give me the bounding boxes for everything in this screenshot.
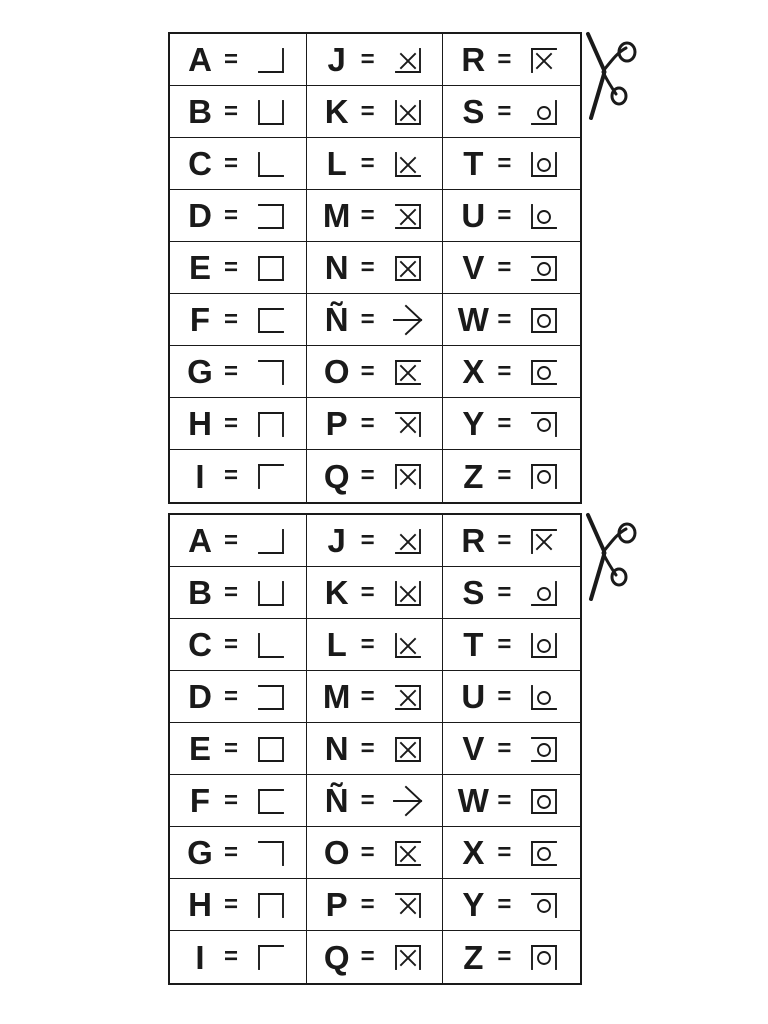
equals-sign: = <box>497 305 512 333</box>
cipher-cell <box>307 34 444 86</box>
cipher-cell <box>443 775 580 827</box>
pen-x-frame-bottom-right-open-icon <box>527 524 561 558</box>
pen-frame-left-open-icon <box>254 680 288 714</box>
pen-circle-frame-top-right-open-icon <box>527 199 561 233</box>
pen-frame-top-open-icon <box>254 576 288 610</box>
pen-x-frame-top-left-open-icon <box>391 524 425 558</box>
cipher-letter: E <box>188 730 211 767</box>
pen-circle-frame-bottom-left-open-icon <box>527 407 561 441</box>
equals-sign: = <box>497 357 512 385</box>
equals-sign: = <box>223 97 238 125</box>
cipher-letter: O <box>323 353 350 390</box>
equals-sign: = <box>360 149 375 177</box>
cipher-letter: B <box>188 93 212 130</box>
cipher-cell <box>170 671 307 723</box>
scissors-icon <box>582 30 640 122</box>
cipher-letter: F <box>189 782 211 819</box>
pen-frame-right-open-icon <box>254 303 288 337</box>
cipher-letter: B <box>188 574 212 611</box>
pen-arrow-right-icon <box>391 784 425 818</box>
pen-frame-bottom-right-open-icon <box>254 940 288 974</box>
cipher-letter: L <box>326 145 347 182</box>
equals-sign: = <box>497 630 512 658</box>
pen-frame-bottom-left-open-icon <box>254 836 288 870</box>
cipher-letter: J <box>327 522 346 559</box>
pen-circle-frame-bottom-left-open-icon <box>527 888 561 922</box>
pen-frame-top-left-open-icon <box>254 43 288 77</box>
cipher-cell <box>443 567 580 619</box>
cipher-cell <box>307 346 444 398</box>
cipher-cell <box>307 619 444 671</box>
equals-sign: = <box>223 45 238 73</box>
cipher-cell <box>443 138 580 190</box>
equals-sign: = <box>497 943 512 970</box>
equals-sign: = <box>223 357 238 385</box>
pen-x-frame-right-open-icon <box>391 836 425 870</box>
cipher-cell <box>170 86 307 138</box>
cipher-letter: P <box>325 886 348 923</box>
cipher-letter: V <box>462 730 485 767</box>
cipher-cell <box>307 671 444 723</box>
cipher-cell <box>443 723 580 775</box>
equals-sign: = <box>360 253 375 281</box>
cipher-cell <box>170 775 307 827</box>
equals-sign: = <box>223 201 238 229</box>
cipher-table-top <box>168 32 582 504</box>
cipher-letter: I <box>195 457 205 495</box>
pen-frame-closed-icon <box>254 251 288 285</box>
pen-x-frame-top-right-open-icon <box>391 628 425 662</box>
cipher-letter: C <box>188 626 212 663</box>
cipher-cell <box>170 190 307 242</box>
equals-sign: = <box>223 253 238 281</box>
pen-x-frame-bottom-open-icon <box>391 940 425 974</box>
equals-sign: = <box>497 786 512 814</box>
pen-x-frame-closed-icon <box>391 732 425 766</box>
pen-circle-frame-bottom-open-icon <box>527 459 561 493</box>
equals-sign: = <box>360 838 375 866</box>
cipher-letter: Ñ <box>324 301 349 338</box>
equals-sign: = <box>497 578 512 606</box>
pen-frame-top-open-icon <box>254 95 288 129</box>
equals-sign: = <box>223 838 238 866</box>
equals-sign: = <box>360 45 375 73</box>
cipher-letter: Y <box>462 405 485 442</box>
equals-sign: = <box>360 357 375 385</box>
equals-sign: = <box>497 838 512 866</box>
cipher-letter: W <box>457 782 489 819</box>
pen-x-frame-top-open-icon <box>391 95 425 129</box>
equals-sign: = <box>497 97 512 125</box>
pen-circle-frame-top-open-icon <box>527 147 561 181</box>
equals-sign: = <box>223 409 238 437</box>
cipher-cell <box>170 34 307 86</box>
cipher-letter: M <box>322 678 351 715</box>
cipher-letter: T <box>463 145 484 182</box>
pen-circle-frame-top-right-open-icon <box>527 680 561 714</box>
cipher-letter: R <box>461 41 486 78</box>
cipher-letter: K <box>324 574 349 611</box>
equals-sign: = <box>360 462 375 489</box>
equals-sign: = <box>360 630 375 658</box>
equals-sign: = <box>223 305 238 333</box>
cipher-cell <box>170 931 307 983</box>
cipher-cell <box>307 775 444 827</box>
equals-sign: = <box>223 578 238 606</box>
cipher-cell <box>443 827 580 879</box>
cipher-cell <box>307 138 444 190</box>
equals-sign: = <box>360 890 375 918</box>
cipher-cell <box>443 346 580 398</box>
pen-circle-frame-right-open-icon <box>527 836 561 870</box>
equals-sign: = <box>497 45 512 73</box>
cipher-letter: N <box>324 249 349 286</box>
pen-frame-closed-icon <box>254 732 288 766</box>
cipher-letter: Y <box>462 886 485 923</box>
pen-frame-top-right-open-icon <box>254 628 288 662</box>
cipher-cell <box>170 619 307 671</box>
pen-circle-frame-closed-icon <box>527 303 561 337</box>
cipher-letter: U <box>461 678 486 715</box>
cipher-letter: P <box>325 405 348 442</box>
cipher-cell <box>170 827 307 879</box>
equals-sign: = <box>223 630 238 658</box>
cipher-cell <box>307 86 444 138</box>
cipher-cell <box>307 398 444 450</box>
cipher-letter: G <box>187 834 213 871</box>
cipher-cell <box>307 294 444 346</box>
equals-sign: = <box>223 734 238 762</box>
cipher-letter: Z <box>463 457 484 495</box>
equals-sign: = <box>497 526 512 554</box>
cipher-letter: J <box>327 41 346 78</box>
cipher-letter: F <box>189 301 211 338</box>
cipher-letter: Ñ <box>324 782 349 819</box>
pen-circle-frame-bottom-open-icon <box>527 940 561 974</box>
pen-frame-bottom-open-icon <box>254 888 288 922</box>
cipher-letter: Q <box>323 938 350 976</box>
equals-sign: = <box>360 578 375 606</box>
cipher-cell <box>307 723 444 775</box>
cipher-letter: M <box>322 197 351 234</box>
cipher-letter: T <box>463 626 484 663</box>
cipher-cell <box>307 450 444 502</box>
equals-sign: = <box>497 149 512 177</box>
cipher-cell <box>170 515 307 567</box>
equals-sign: = <box>223 149 238 177</box>
cipher-letter: V <box>462 249 485 286</box>
cipher-cell <box>443 190 580 242</box>
equals-sign: = <box>223 786 238 814</box>
equals-sign: = <box>497 462 512 489</box>
equals-sign: = <box>360 201 375 229</box>
cipher-cell <box>443 879 580 931</box>
cipher-cell <box>307 190 444 242</box>
equals-sign: = <box>497 682 512 710</box>
pen-x-frame-left-open-icon <box>391 680 425 714</box>
equals-sign: = <box>360 734 375 762</box>
cipher-letter: E <box>188 249 211 286</box>
cipher-letter: W <box>457 301 489 338</box>
cipher-cell <box>307 242 444 294</box>
cipher-table-bottom <box>168 513 582 985</box>
equals-sign: = <box>497 890 512 918</box>
equals-sign: = <box>223 682 238 710</box>
cipher-cell <box>170 450 307 502</box>
pen-frame-right-open-icon <box>254 784 288 818</box>
cipher-letter: H <box>188 405 212 442</box>
cipher-letter: L <box>326 626 347 663</box>
cipher-cell <box>443 242 580 294</box>
cipher-letter: S <box>462 574 485 611</box>
cipher-letter: S <box>462 93 485 130</box>
cipher-cell <box>307 879 444 931</box>
cipher-cell <box>443 86 580 138</box>
cipher-letter: A <box>188 522 212 559</box>
pen-x-frame-bottom-open-icon <box>391 459 425 493</box>
pen-x-frame-top-right-open-icon <box>391 147 425 181</box>
pen-frame-top-left-open-icon <box>254 524 288 558</box>
cipher-letter: H <box>188 886 212 923</box>
equals-sign: = <box>360 682 375 710</box>
equals-sign: = <box>497 201 512 229</box>
cipher-cell <box>443 450 580 502</box>
equals-sign: = <box>360 409 375 437</box>
equals-sign: = <box>360 526 375 554</box>
cipher-letter: K <box>324 93 349 130</box>
cipher-cell <box>170 398 307 450</box>
cipher-letter: O <box>323 834 350 871</box>
cipher-cell <box>443 515 580 567</box>
cipher-letter: N <box>324 730 349 767</box>
pen-circle-frame-closed-icon <box>527 784 561 818</box>
equals-sign: = <box>497 409 512 437</box>
cipher-cell <box>443 34 580 86</box>
cipher-cell <box>170 138 307 190</box>
equals-sign: = <box>223 890 238 918</box>
pen-circle-frame-top-left-open-icon <box>527 576 561 610</box>
cipher-letter: U <box>461 197 486 234</box>
equals-sign: = <box>223 943 238 970</box>
cipher-letter: Z <box>463 938 484 976</box>
cipher-cell <box>170 567 307 619</box>
equals-sign: = <box>360 97 375 125</box>
cipher-letter: G <box>187 353 213 390</box>
cipher-cell <box>443 619 580 671</box>
equals-sign: = <box>497 734 512 762</box>
cipher-cell <box>170 723 307 775</box>
pen-circle-frame-top-open-icon <box>527 628 561 662</box>
cipher-cell <box>307 827 444 879</box>
scissors-icon <box>582 511 640 603</box>
cipher-letter: R <box>461 522 486 559</box>
pen-x-frame-right-open-icon <box>391 355 425 389</box>
pen-circle-frame-left-open-icon <box>527 732 561 766</box>
pen-x-frame-bottom-right-open-icon <box>527 43 561 77</box>
cipher-cell <box>170 294 307 346</box>
cipher-cell <box>307 515 444 567</box>
pen-x-frame-closed-icon <box>391 251 425 285</box>
pen-frame-bottom-right-open-icon <box>254 459 288 493</box>
pen-circle-frame-top-left-open-icon <box>527 95 561 129</box>
cipher-cell <box>170 346 307 398</box>
pen-frame-top-right-open-icon <box>254 147 288 181</box>
cipher-cell <box>443 671 580 723</box>
equals-sign: = <box>497 253 512 281</box>
cipher-letter: D <box>188 197 212 234</box>
equals-sign: = <box>223 526 238 554</box>
pen-frame-bottom-left-open-icon <box>254 355 288 389</box>
pen-circle-frame-left-open-icon <box>527 251 561 285</box>
pen-x-frame-top-open-icon <box>391 576 425 610</box>
cipher-cell <box>443 931 580 983</box>
pen-frame-left-open-icon <box>254 199 288 233</box>
pen-x-frame-bottom-left-open-icon <box>391 888 425 922</box>
pen-circle-frame-right-open-icon <box>527 355 561 389</box>
pen-frame-bottom-open-icon <box>254 407 288 441</box>
equals-sign: = <box>360 943 375 970</box>
cipher-letter: A <box>188 41 212 78</box>
cipher-cell <box>307 931 444 983</box>
pen-arrow-right-icon <box>391 303 425 337</box>
equals-sign: = <box>223 462 238 489</box>
cipher-letter: I <box>195 938 205 976</box>
cipher-cell <box>170 242 307 294</box>
cipher-letter: Q <box>323 457 350 495</box>
cipher-letter: D <box>188 678 212 715</box>
cipher-letter: C <box>188 145 212 182</box>
equals-sign: = <box>360 786 375 814</box>
equals-sign: = <box>360 305 375 333</box>
cipher-cell <box>443 294 580 346</box>
cipher-cell <box>170 879 307 931</box>
cipher-letter: X <box>462 353 485 390</box>
cipher-cell <box>307 567 444 619</box>
pen-x-frame-top-left-open-icon <box>391 43 425 77</box>
pen-x-frame-left-open-icon <box>391 199 425 233</box>
cipher-cell <box>443 398 580 450</box>
pen-x-frame-bottom-left-open-icon <box>391 407 425 441</box>
cipher-letter: X <box>462 834 485 871</box>
